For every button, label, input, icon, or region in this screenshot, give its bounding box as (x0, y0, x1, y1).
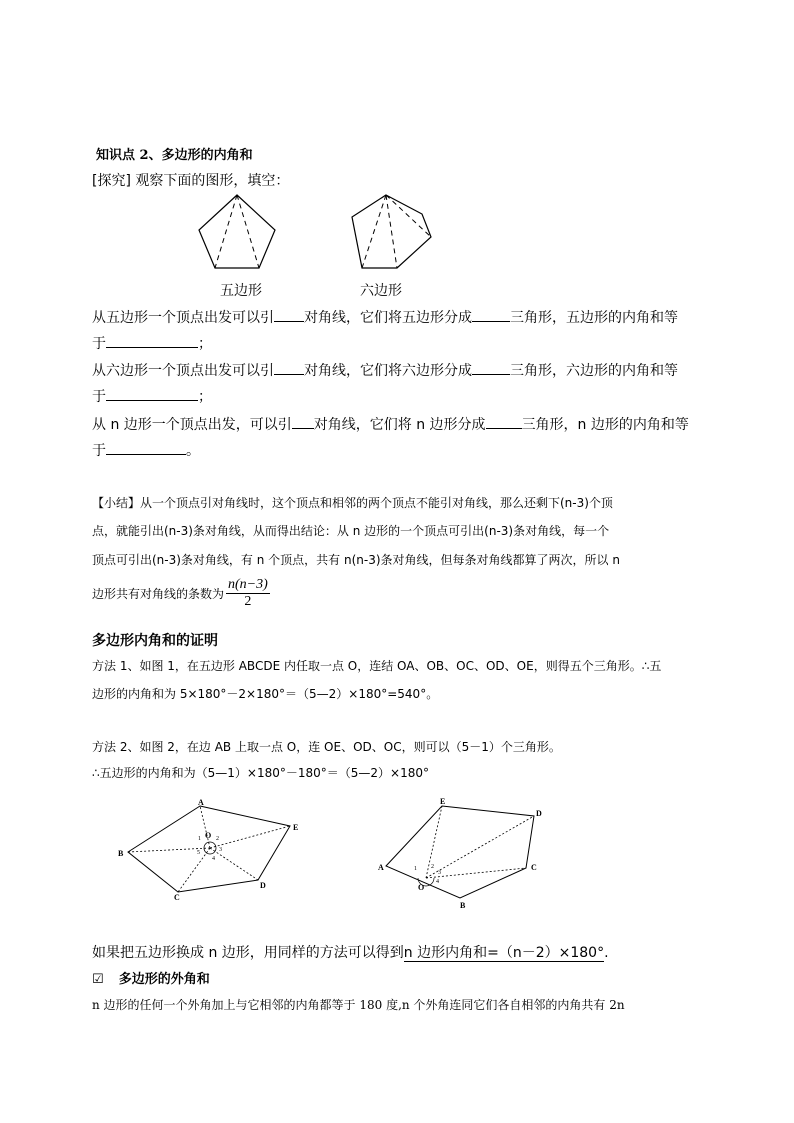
figure-2-inner-lines (426, 806, 534, 878)
summary-line-3: 顶点可引出(n-3)条对角线，有 n 个顶点，共有 n(n-3)条对角线，但每条对角线都算了两次，所以 n (92, 553, 620, 567)
section-title: 知识点 2、多边形的内角和 (96, 148, 253, 163)
fill-line-hexagon: 从六边形一个顶点出发可以引 对角线，它们将六边形分成 三角形，六边形的内角和等 (92, 363, 678, 379)
blank-7[interactable] (292, 416, 314, 429)
fill-line-ngon-cont: 于 。 (92, 443, 200, 459)
summary-line-4: 边形共有对角线的条数为 $\frac{n(n-3)}{2}$ (92, 577, 268, 609)
method-2-line-1: 方法 2、如图 2，在边 AB 上取一点 O，连 OE、OD、OC，则可以（5－1）个三角形。 (92, 740, 561, 754)
figure-2-pentagon (386, 806, 534, 898)
blank-8[interactable] (486, 416, 522, 429)
hexagon-diagonal (386, 195, 397, 268)
blank-4[interactable] (274, 362, 304, 375)
fig2-label-B: B (460, 901, 466, 910)
method-1-line-1: 方法 1、如图 1，在五边形 ABCDE 内任取一点 O，连结 OA、OB、OC、OD、OE，则得五个三角形。∴五 (92, 659, 662, 673)
exterior-title-row (92, 968, 210, 987)
method-1-line-2: 边形的内角和为 5×180°－2×180°＝（5—2）×180°=540°。 (92, 687, 439, 701)
fig1-label-C: C (174, 893, 180, 902)
fig1-angle-2: 2 (216, 836, 219, 842)
hexagon-diagonal (362, 195, 386, 268)
pentagon-label: 五边形 (220, 283, 262, 299)
fill-line-pentagon: 从五边形一个顶点出发可以引 对角线，它们将五边形分成 三角形，五边形的内角和等 (92, 310, 678, 326)
fig2-label-E: E (440, 797, 446, 806)
checkbox-icon: ☑ (92, 972, 104, 987)
pentagon-diagonal (237, 195, 259, 268)
fig2-label-D: D (536, 809, 542, 818)
fig2-angle-2: 2 (431, 864, 434, 870)
blank-1[interactable] (274, 309, 304, 322)
blank-2[interactable] (472, 309, 510, 322)
blank-3[interactable] (106, 335, 198, 348)
fill-line-ngon: 从 n 边形一个顶点出发，可以引 对角线，它们将 n 边形分成 三角形，n 边形的内角和等 (92, 417, 689, 433)
summary-line-2: 点，就能引出(n-3)条对角线，从而得出结论：从 n 边形的一个顶点可引出(n-3)条对角线，每一个 (92, 524, 610, 538)
figure-1-inner-lines (128, 806, 290, 892)
fig2-label-A: A (378, 863, 384, 872)
hexagon-label: 六边形 (360, 283, 402, 299)
figure-2 (376, 794, 556, 912)
proof-title: 多边形内角和的证明 (92, 633, 218, 649)
fill-line-pentagon-cont: 于 ； (92, 336, 212, 352)
fig1-label-B: B (118, 849, 124, 858)
exterior-line-1: n 边形的任何一个外角加上与它相邻的内角都等于 180 度,n 个外角连同它们各自相邻的内角共有 2n (92, 998, 625, 1012)
pentagon-shape (199, 195, 275, 268)
summary-line-1: 【小结】从一个顶点引对角线时，这个顶点和相邻的两个顶点不能引对角线，那么还剩下(n-3)个顶 (92, 496, 613, 510)
blank-9[interactable] (106, 442, 186, 455)
generalize-line: 如果把五边形换成 n 边形，用同样的方法可以得到n 边形内角和=（n－2）×180°. (92, 945, 609, 961)
fig1-label-E: E (293, 823, 299, 832)
fig2-label-O: O (418, 883, 425, 892)
diagonal-count-fraction: $\frac{n(n-3)}{2}$ (228, 577, 268, 609)
exterior-title: 多边形的外角和 (118, 972, 210, 987)
fig1-angle-5: 5 (197, 850, 200, 856)
interior-angle-formula: n 边形内角和=（n－2）×180° (403, 945, 605, 961)
hexagon-diagonal (386, 195, 431, 237)
fig1-label-O: O (205, 831, 212, 840)
fig2-angle-1: 1 (414, 866, 417, 872)
fig1-angle-4: 4 (212, 856, 215, 862)
fig2-angle-4: 4 (436, 879, 439, 885)
fig2-label-C: C (531, 863, 537, 872)
fig1-label-D: D (260, 881, 266, 890)
blank-6[interactable] (106, 388, 198, 401)
explore-instruction: [探究] 观察下面的图形，填空： (92, 173, 290, 189)
polygons-figure (190, 192, 450, 272)
fig1-angle-1: 1 (198, 836, 201, 842)
fill-line-hexagon-cont: 于 ； (92, 389, 212, 405)
fig2-angle-3: 3 (438, 870, 441, 876)
pentagon-diagonal (215, 195, 237, 268)
fig1-angle-3: 3 (219, 847, 222, 853)
figure-1 (110, 796, 320, 906)
blank-5[interactable] (472, 362, 510, 375)
method-2-line-2: ∴五边形的内角和为（5—1）×180°－180°＝（5—2）×180° (92, 766, 429, 780)
fig1-label-A: A (198, 798, 204, 807)
